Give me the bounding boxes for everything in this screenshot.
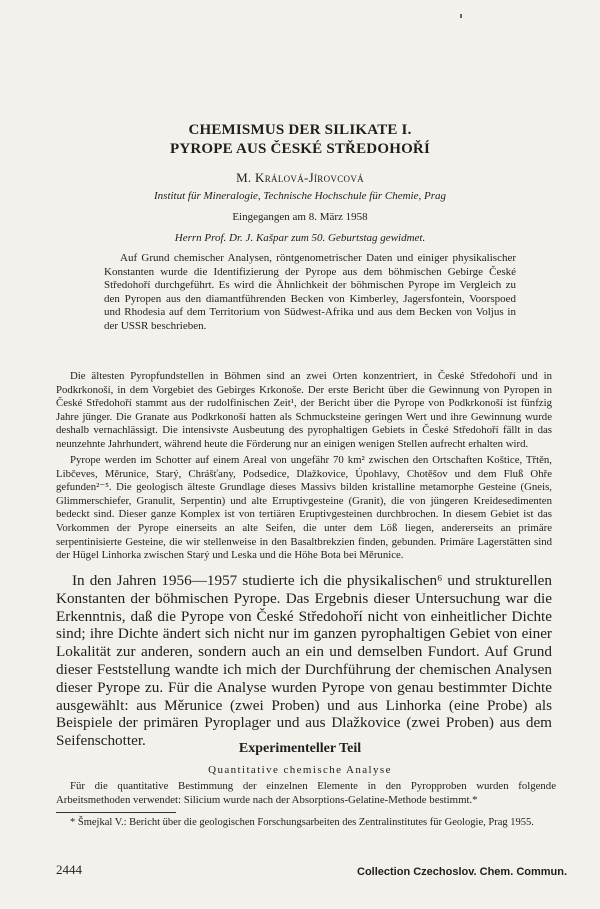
author: M. Králová-Jírovcová [236,170,364,185]
paragraph-2: Pyrope werden im Schotter auf einem Areal von ungefähr 70 km² zwischen den Ortschaften Koštice, Třtěn, Libčeves, Měrunice, Starý, Chrášťany, Podsedice, Dlažkovice, Úpohlavy, Chotěšov und dem Fluß Ohře gefunden²⁻⁵. Die geologisch älteste Grundlage dieses Massivs bilden kristalline metamorphe Gesteine (Gneis, Glimmerschiefer, Granulit, Serpentin) und alte Erruptivgesteine (Granit), die von jüngeren Kreidesedimenten bedeckt sind. Dieser ganze Komplex ist von tertiären Eruptivgesteinen durchbrochen. In diesem Gebiet ist das Vorkommen der Pyrope einerseits an alte Seifen, die unter dem Löß liegen, andererseits an primäre serpentinisierte Gesteine, die wir stellenweise in den Basaltbrekzien finden, gebunden. Primäre Lagerstätten sind der Hügel Linhorka zwischen Starý und Leska und die Höhe Bota bei Měrunice. [56,454,552,562]
title-line-1: CHEMISMUS DER SILIKATE I. [188,122,412,138]
paragraph-3: In den Jahren 1956—1957 studierte ich die physikalischen⁶ und strukturellen Konstanten der böhmischen Pyrope. Das Ergebnis dieser Untersuchung war die Erkenntnis, daß die Pyrope von České Středohoří nicht von einheitlicher Dichte sind; ihre Dichte ändert sich nicht nur im ganzen pyrophaltigen Gebiet von einer Lokalität zur anderen, sondern auch an ein und demselben Fundort. Auf Grund dieser Feststellung wandte ich mich der Durchführung der chemischen Analysen dieser Pyrope zu. Für die Analyse wurden Pyrope von genau bestimmter Dichte ausgewählt: aus Měrunice (zwei Proben) und aus Linhorka (eine Probe) als Beispiele der primären Pyroplager und aus Dlažkovice (zwei Proben) aus dem Seifenschotter. [56,572,552,750]
scan-mark [460,14,462,18]
received-date: Eingegangen am 8. März 1958 [232,211,368,223]
paragraph-1: Die ältesten Pyropfundstellen in Böhmen sind an zwei Orten konzentriert, in České Středohoří und in Podkrkonoší, in dem Vorgebiet des Gebirges Krkonoše. Der erste Bericht über die Gewinnung von Pyropen in České Středohoří stammt aus der rudolfinischen Zeit¹, der Bericht über die Pyrope von Podkrkonoší ist fünfzig Jahre jünger. Die Granate aus Podkrkonoší hatten als Schmucksteine geringen Wert und ihre Gewinnung wurde deshalb vernachlässigt. Die intensivste Ausbeutung des pyrophaltigen Gebiets in České Středohoří fällt in das neunzehnte Jahrhundert, während heute die Förderung nur an einigen wenigen Stellen aufrecht erhalten wird. [56,370,552,450]
footnote: * Šmejkal V.: Bericht über die geologischen Forschungsarbeiten des Zentralinstitutes für Geologie, Prag 1955. [70,817,534,828]
subsection-heading: Quantitative chemische Analyse [208,764,392,776]
section-heading: Experimenteller Teil [238,741,362,756]
footnote-rule [56,812,176,813]
abstract: Auf Grund chemischer Analysen, röntgenometrischer Daten und einiger physikalischer Konstanten wurde die Identifizierung der Pyrope aus dem böhmischen Gebirge České Středohoří durchgeführt. Es wird die Ähnlichkeit der böhmischen Pyrope im Vergleich zu den Pyropen aus den diamantführenden Becken von Kimberley, Jagersfontein, Voorspoed und Rhodesia auf dem Territorium von Südwest-Afrika und aus dem Becken von Voljus in der USSR beschrieben. [104,252,516,332]
methods-text: Für die quantitative Bestimmung der einzelnen Elemente in den Pyropproben wurden folgende Arbeitsmethoden verwendet: Silicium wurde nach der Absorptions-Gelatine-Methode bestimmt.* [56,780,556,806]
title-line-2: PYROPE AUS ČESKÉ STŘEDOHOŘÍ [169,141,431,157]
page-number: 2444 [56,862,82,877]
affiliation: Institut für Mineralogie, Technische Hochschule für Chemie, Prag [154,190,446,202]
journal-name: Collection Czechoslov. Chem. Commun. [357,866,568,878]
dedication: Herrn Prof. Dr. J. Kašpar zum 50. Geburtstag gewidmet. [174,232,426,244]
